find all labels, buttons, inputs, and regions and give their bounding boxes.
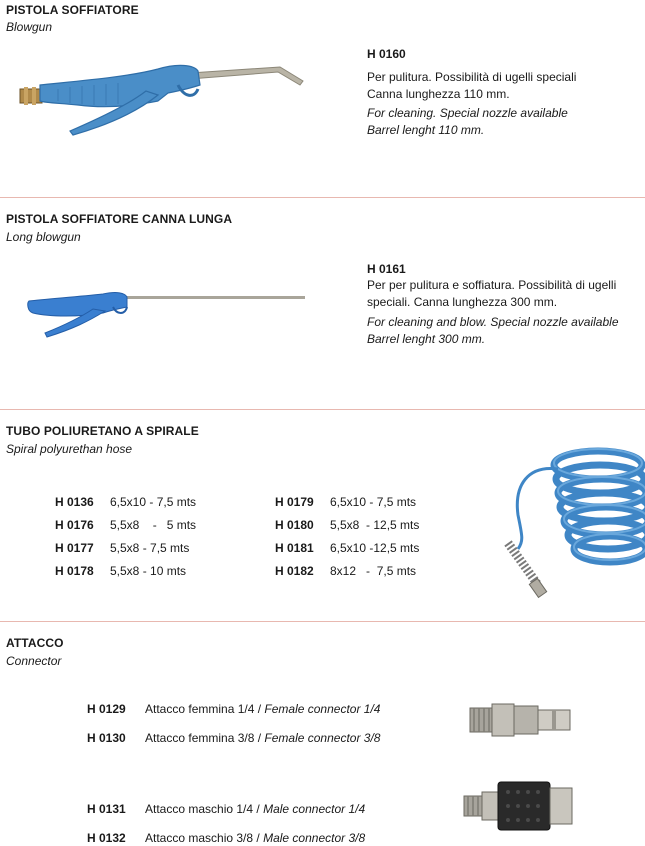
connector-desc-en: Male connector 1/4 (263, 802, 366, 816)
long-blowgun-desc-en-2: Barrel lenght 300 mm. (367, 332, 486, 346)
long-blowgun-code: H 0161 (367, 262, 406, 276)
connector-desc-it: Attacco femmina 3/8 / (145, 731, 262, 745)
blowgun-code: H 0160 (367, 47, 406, 61)
hose-spec: 6,5x10 - 7,5 mts (110, 495, 197, 509)
hose-row (275, 495, 416, 509)
hose-code: H 0176 (55, 518, 94, 532)
blowgun-title: PISTOLA SOFFIATORE (6, 3, 139, 17)
hose-spec: 8x12 - 7,5 mts (330, 564, 417, 578)
spiral-hose-image (478, 425, 645, 605)
blowgun-image (18, 55, 308, 145)
hose-code: H 0177 (55, 541, 94, 555)
connector-desc-en: Male connector 3/8 (263, 831, 366, 845)
hose-row (275, 541, 419, 555)
divider-2 (0, 409, 645, 410)
blowgun-subtitle: Blowgun (6, 20, 53, 34)
blowgun-desc-en-1: For cleaning. Special nozzle available (367, 106, 568, 120)
hose-spec: 6,5x10 - 7,5 mts (330, 495, 417, 509)
long-blowgun-image (25, 285, 310, 340)
connector-row (87, 831, 365, 845)
connector-desc-it: Attacco femmina 1/4 / (145, 702, 262, 716)
connector-code: H 0131 (87, 802, 126, 816)
hose-row (55, 541, 189, 555)
divider-1 (0, 197, 645, 198)
connector-subtitle: Connector (6, 654, 62, 668)
connector-row (87, 731, 380, 745)
blowgun-desc-it-1: Per pulitura. Possibilità di ugelli speciali (367, 70, 577, 84)
long-blowgun-subtitle: Long blowgun (6, 230, 81, 244)
female-connector-image (468, 698, 574, 742)
hose-title: TUBO POLIURETANO A SPIRALE (6, 424, 199, 438)
hose-code: H 0179 (275, 495, 314, 509)
blowgun-desc-it-2: Canna lunghezza 110 mm. (367, 87, 510, 101)
connector-desc-it: Attacco maschio 3/8 / (145, 831, 260, 845)
male-connector-image (462, 778, 576, 834)
connector-title: ATTACCO (6, 636, 64, 650)
hose-row (55, 564, 186, 578)
hose-code: H 0178 (55, 564, 94, 578)
hose-row (275, 564, 416, 578)
hose-subtitle: Spiral polyurethan hose (6, 442, 133, 456)
hose-spec: 5,5x8 - 5 mts (110, 518, 197, 532)
connector-desc-en: Female connector 1/4 (264, 702, 381, 716)
hose-spec: 6,5x10 -12,5 mts (330, 541, 420, 555)
hose-code: H 0180 (275, 518, 314, 532)
long-blowgun-desc-it-2: speciali. Canna lunghezza 300 mm. (367, 295, 558, 309)
long-blowgun-title: PISTOLA SOFFIATORE CANNA LUNGA (6, 212, 233, 226)
hose-row (55, 518, 196, 532)
hose-code: H 0181 (275, 541, 314, 555)
connector-code: H 0129 (87, 702, 126, 716)
connector-row (87, 702, 380, 716)
connector-row (87, 802, 365, 816)
hose-row (55, 495, 196, 509)
connector-desc-it: Attacco maschio 1/4 / (145, 802, 260, 816)
hose-code: H 0182 (275, 564, 314, 578)
connector-code: H 0130 (87, 731, 126, 745)
long-blowgun-desc-it-1: Per per pulitura e soffiatura. Possibilità di ugelli (367, 278, 617, 292)
blowgun-desc-en-2: Barrel lenght 110 mm. (367, 123, 485, 137)
hose-code: H 0136 (55, 495, 94, 509)
connector-desc-en: Female connector 3/8 (264, 731, 381, 745)
hose-spec: 5,5x8 - 10 mts (110, 564, 187, 578)
divider-3 (0, 621, 645, 622)
hose-row (275, 518, 419, 532)
connector-code: H 0132 (87, 831, 126, 845)
hose-spec: 5,5x8 - 12,5 mts (330, 518, 420, 532)
long-blowgun-desc-en-1: For cleaning and blow. Special nozzle available (367, 315, 619, 329)
hose-spec: 5,5x8 - 7,5 mts (110, 541, 190, 555)
